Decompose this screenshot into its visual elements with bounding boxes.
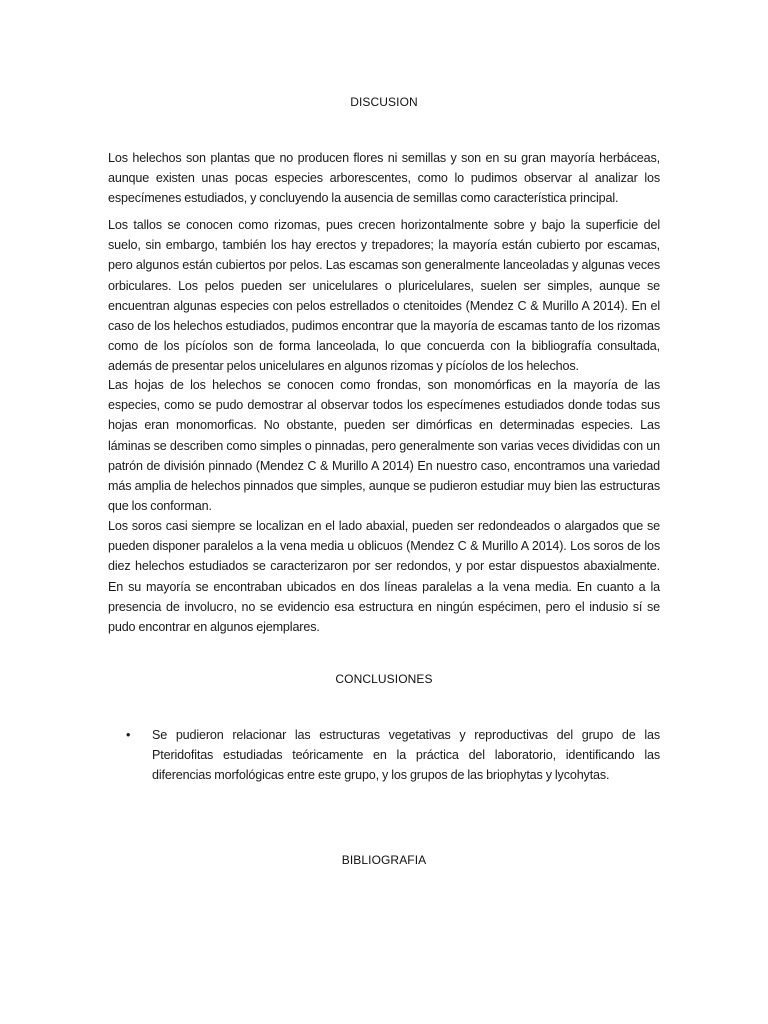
conclusiones-heading: CONCLUSIONES	[335, 672, 433, 686]
bibliografia-heading: BIBLIOGRAFIA	[341, 853, 427, 867]
discusion-paragraph-1: Los helechos son plantas que no producen flores ni semillas y son en su gran mayoría herbáceas, aunque existen unas pocas especies arborescentes, como lo pudimos observar al analizar los especímenes estudiados, y concluyendo la ausencia de semillas como característica principal.	[108, 151, 660, 206]
discusion-paragraph-2: Los tallos se conocen como rizomas, pues crecen horizontalmente sobre y bajo la superficie del suelo, sin embargo, también los hay erectos y trepadores; la mayoría están cubierto por escamas, pero algunos están cubiertos por pelos. Las escamas son generalmente lanceoladas y algunas veces orbiculares. Los pelos pueden ser unicelulares o pluricelulares, suelen ser simples, aunque se encuentran algunas especies con pelos estrellados o ctenitoides (Mendez C & Murillo A 2014). En el caso de los helechos estudiados, pudimos encontrar que la mayoría de escamas tanto de los rizomas como de los pícíolos son de forma lanceolada, lo que concuerda con la bibliografía consultada, además de presentar pelos unicelulares en algunos rizomas y pícíolos de los helechos.	[108, 218, 660, 374]
discusion-heading: DISCUSION	[350, 95, 418, 109]
conclusion-text: Se pudieron relacionar las estructuras vegetativas y reproductivas del grupo de las Pteridofitas estudiadas teóricamente en la práctica del laboratorio, identificando las diferencias morfológicas entre este grupo, y los grupos de las briophytas y lycohytas.	[152, 728, 660, 783]
discusion-paragraph-4: Los soros casi siempre se localizan en el lado abaxial, pueden ser redondeados o alargados que se pueden disponer paralelos a la vena media u oblicuos (Mendez C & Murillo A 2014). Los soros de los diez helechos estudiados se caracterizaron por ser redondos, y por estar dispuestos abaxialmente. En su mayoría se encontraban ubicados en dos líneas paralelas a la vena media. En cuanto a la presencia de involucro, no se evidencio esa estructura en ningún espécimen, pero el indusio sí se pudo encontrar en algunos ejemplares.	[108, 519, 660, 635]
bullet-icon: •	[126, 728, 131, 742]
discusion-paragraph-3: Las hojas de los helechos se conocen como frondas, son monomórficas en la mayoría de las especies, como se pudo demostrar al observar todos los especímenes estudiados donde todas sus hojas eran monomorficas. No obstante, pueden ser dimórficas en determinadas especies. Las láminas se describen como simples o pinnadas, pero generalmente son varias veces divididas con un patrón de división pinnado (Mendez C & Murillo A 2014) En nuestro caso, encontramos una variedad más amplia de helechos pinnados que simples, aunque se pudieron estudiar muy bien las estructuras que los conforman.	[108, 378, 660, 514]
conclusion-list-item	[108, 725, 660, 786]
